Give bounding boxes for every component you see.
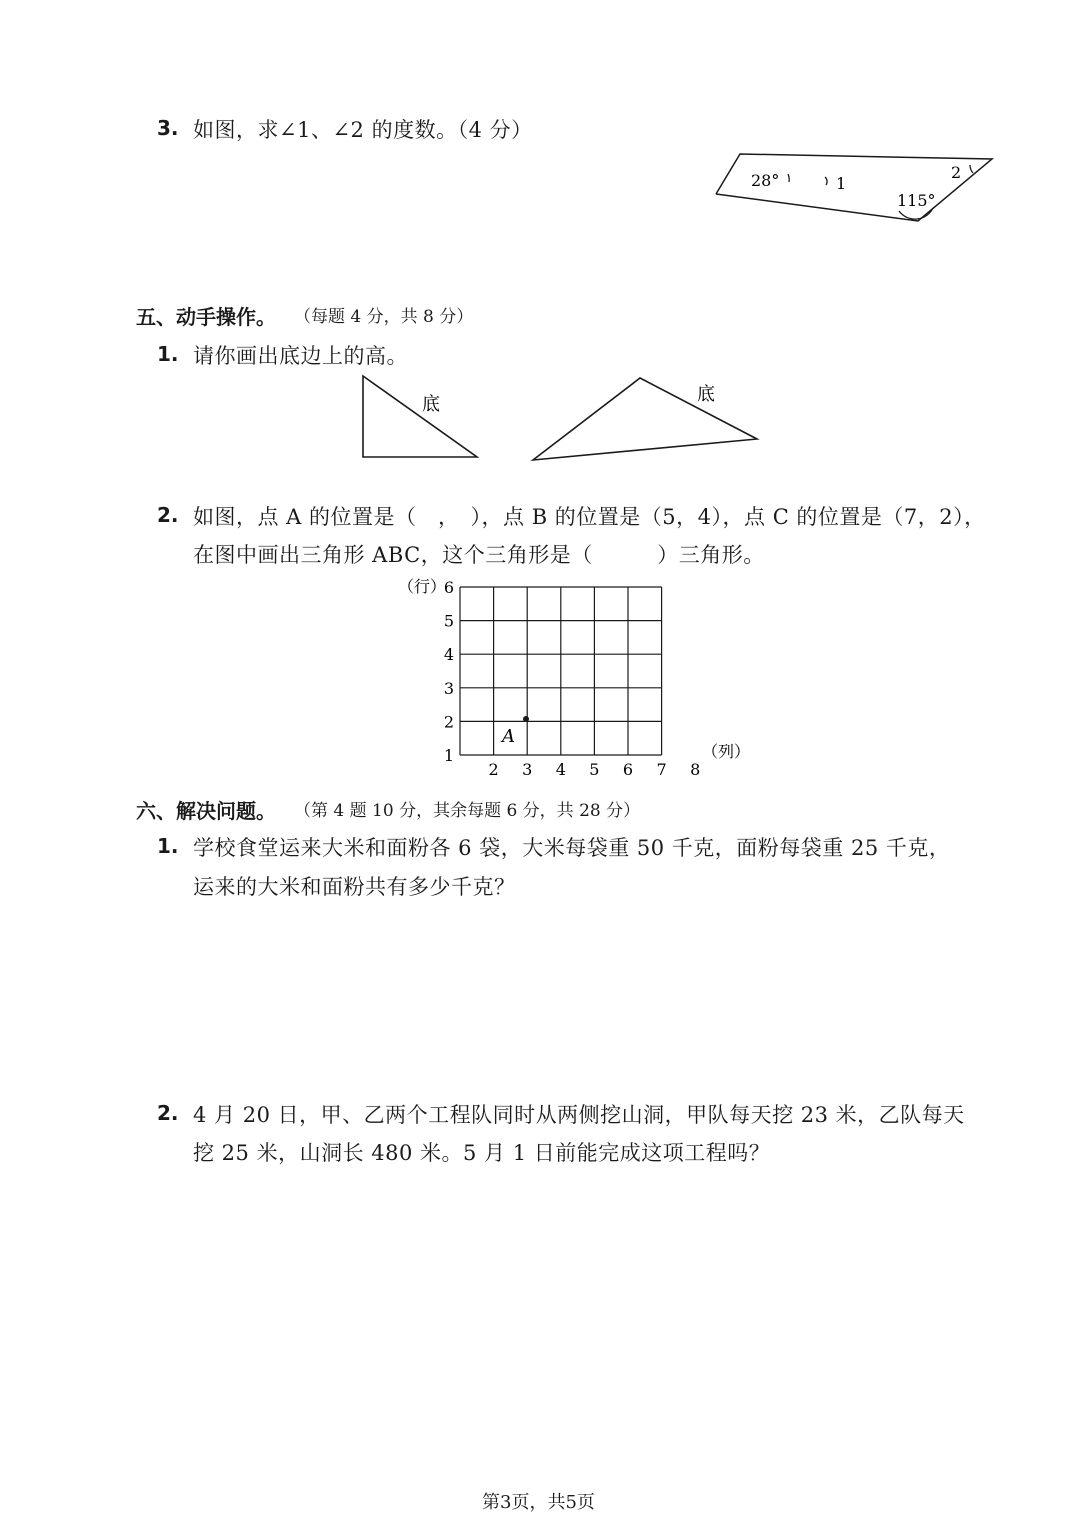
- question-text-line1: 4 月 20 日，甲、乙两个工程队同时从两侧挖山洞，甲队每天挖 23 米，乙队每天: [193, 1103, 965, 1127]
- question-text: 如图，求∠1、∠2 的度数。（4 分）: [193, 118, 533, 142]
- question-number: 1.: [157, 342, 179, 366]
- section-score-note: （每题 4 分，共 8 分）: [294, 307, 474, 327]
- section-heading: 五、动手操作。: [136, 305, 276, 329]
- col-tick-label: 8: [690, 760, 701, 779]
- base-label: 底: [422, 394, 440, 415]
- row-tick-label: 6: [443, 578, 454, 597]
- col-tick-label: 3: [522, 760, 533, 779]
- question-text-line2: 运来的大米和面粉共有多少千克？: [193, 875, 516, 899]
- col-ticks: [489, 760, 701, 779]
- section-score-note: （第 4 题 10 分，其余每题 6 分，共 28 分）: [294, 801, 641, 821]
- row-tick-label: 1: [443, 746, 454, 765]
- coordinate-grid: [390, 572, 760, 782]
- question-number: 3.: [157, 116, 179, 140]
- angle-label-2: 2: [951, 163, 962, 182]
- angle-label-28: 28°: [751, 171, 780, 190]
- grid-lines: [460, 587, 662, 755]
- question-text-line1: 如图，点 A 的位置是（ ， ），点 B 的位置是（5，4），点 C 的位置是（7，2），: [193, 505, 986, 529]
- row-tick-label: 3: [443, 678, 454, 698]
- section-heading: 六、解决问题。: [136, 799, 276, 823]
- col-tick-label: 5: [589, 760, 600, 779]
- angle-label-1: 1: [836, 174, 847, 193]
- triangles-figure: [355, 370, 765, 466]
- question-number: 1.: [157, 834, 179, 858]
- question-number: 2.: [157, 503, 179, 527]
- base-label: 底: [697, 384, 715, 405]
- obtuse-triangle: [533, 378, 757, 460]
- col-tick-label: 2: [488, 760, 499, 779]
- row-tick-label: 5: [443, 611, 454, 631]
- angle-arc-1: [825, 177, 827, 185]
- question-text-line2: 挖 25 米，山洞长 480 米。5 月 1 日前能完成这项工程吗？: [193, 1141, 771, 1165]
- col-axis-label: （列）: [702, 742, 751, 761]
- row-tick-label: 4: [443, 645, 454, 665]
- angle-label-115: 115°: [897, 191, 936, 210]
- question-text-line1: 学校食堂运来大米和面粉各 6 袋，大米每袋重 50 千克，面粉每袋重 25 千克，: [193, 836, 951, 860]
- row-axis-label: （行）: [398, 577, 447, 596]
- right-triangle: [363, 376, 477, 457]
- question-number: 2.: [157, 1101, 179, 1125]
- row-tick-label: 2: [443, 712, 454, 732]
- angle-figure: [705, 145, 995, 230]
- point-a-label: A: [502, 726, 515, 747]
- angle-arc-28: [788, 174, 789, 182]
- col-tick-label: 4: [555, 760, 566, 779]
- angle-arc-2: [970, 165, 973, 173]
- col-tick-label: 7: [656, 760, 667, 779]
- page-footer: 第3页，共5页: [482, 1492, 595, 1513]
- question-text-line2: 在图中画出三角形 ABC，这个三角形是（ ）三角形。: [193, 543, 765, 567]
- question-text: 请你画出底边上的高。: [193, 344, 408, 368]
- point-a-dot: [523, 716, 529, 722]
- col-tick-label: 6: [622, 760, 634, 779]
- row-ticks: [444, 578, 454, 765]
